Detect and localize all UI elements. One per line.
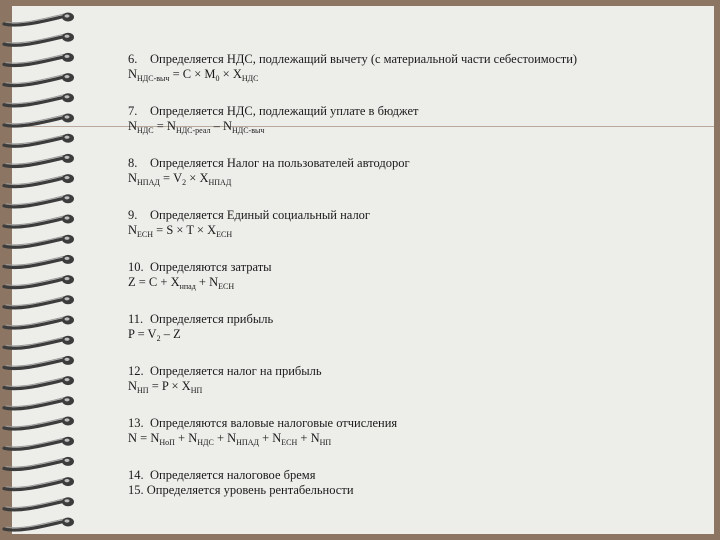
binding-ring xyxy=(4,235,74,248)
step-heading: Определяется налоговое бремя xyxy=(150,468,316,482)
step-7: 7. Определяется НДС, подлежащий уплате в бюджет $N_{НДС} = N_{НДС-реал} - N_{НДС-выч}$ xyxy=(128,104,688,134)
step-8: 8. Определяется Налог на пользователей автодорог $N_{НПАД} = V_2 \times X_{НПАД}$ xyxy=(128,156,688,186)
step-heading: Определяется Налог на пользователей автодорог xyxy=(150,156,410,170)
binding-ring xyxy=(4,174,74,187)
binding-ring xyxy=(4,255,74,268)
binding-ring xyxy=(4,316,74,329)
binding-ring xyxy=(4,33,74,46)
step-14: 14. Определяется налоговое бремя 15. Определяется уровень рентабельности xyxy=(128,468,688,498)
step-11: 11. Определяется прибыль $P = V_2 - Z$ xyxy=(128,312,688,342)
binding-ring xyxy=(4,93,74,106)
formula-list xyxy=(128,52,688,498)
step-6: 6. Определяется НДС, подлежащий вычету (с материальной части себестоимости) $N_{НДС-выч} = C \times M_0 \times X_{НДС}$ xyxy=(128,52,688,82)
spiral-binding xyxy=(0,0,86,540)
binding-ring xyxy=(4,275,74,288)
step-heading: Определяется НДС, подлежащий уплате в бюджет xyxy=(150,104,419,118)
step-heading: Определяются затраты xyxy=(150,260,272,274)
binding-ring xyxy=(4,215,74,228)
binding-ring xyxy=(4,457,74,470)
formula: $P = V_2 - Z$ xyxy=(128,327,181,343)
formula: $N_{НДС} = N_{НДС-реал} - N_{НДС-выч}$ xyxy=(128,119,265,135)
step-heading: Определяются валовые налоговые отчисления xyxy=(150,416,398,430)
formula: $N_{НП} = P \times X_{НП}$ xyxy=(128,379,203,395)
formula: $N = N_{НоП} + N_{НДС} + N_{НПАД} + N_{ЕСН} + N_{НП}$ xyxy=(128,431,332,447)
binding-ring xyxy=(4,376,74,389)
binding-ring xyxy=(4,518,74,531)
step-10: 10. Определяются затраты $Z = C + X_{нпад} + N_{ЕСН}$ xyxy=(128,260,688,290)
binding-ring xyxy=(4,114,74,127)
binding-ring xyxy=(4,154,74,167)
binding-ring xyxy=(4,194,74,207)
formula: $Z = C + X_{нпад} + N_{ЕСН}$ xyxy=(128,275,235,291)
step-heading: Определяется налог на прибыль xyxy=(150,364,322,378)
binding-ring xyxy=(4,73,74,86)
step-heading: Определяется НДС, подлежащий вычету (с материальной части себестоимости) xyxy=(150,52,578,66)
binding-ring xyxy=(4,477,74,490)
binding-ring xyxy=(4,53,74,66)
binding-ring xyxy=(4,437,74,450)
binding-ring xyxy=(4,356,74,369)
step-12: 12. Определяется налог на прибыль $N_{НП} = P \times X_{НП}$ xyxy=(128,364,688,394)
binding-ring xyxy=(4,497,74,510)
formula: $N_{ЕСН} = S \times T \times X_{ЕСН}$ xyxy=(128,223,233,239)
formula: $N_{НПАД} = V_2 \times X_{НПАД}$ xyxy=(128,171,232,187)
formula: $N_{НДС-выч} = C \times M_0 \times X_{НДС}$ xyxy=(128,67,259,83)
step-heading: Определяется прибыль xyxy=(150,312,274,326)
step-15-line: 15. Определяется уровень рентабельности xyxy=(128,483,354,497)
binding-ring xyxy=(4,396,74,409)
step-9: 9. Определяется Единый социальный налог $N_{ЕСН} = S \times T \times X_{ЕСН}$ xyxy=(128,208,688,238)
binding-ring xyxy=(4,417,74,430)
binding-ring xyxy=(4,134,74,147)
binding-ring xyxy=(4,295,74,308)
binding-ring xyxy=(4,13,74,26)
binding-ring xyxy=(4,336,74,349)
step-heading: Определяется Единый социальный налог xyxy=(150,208,371,222)
step-13: 13. Определяются валовые налоговые отчисления $N = N_{НоП} + N_{НДС} + N_{НПАД} + N_{ЕСН} + N_{НП}$ xyxy=(128,416,688,446)
